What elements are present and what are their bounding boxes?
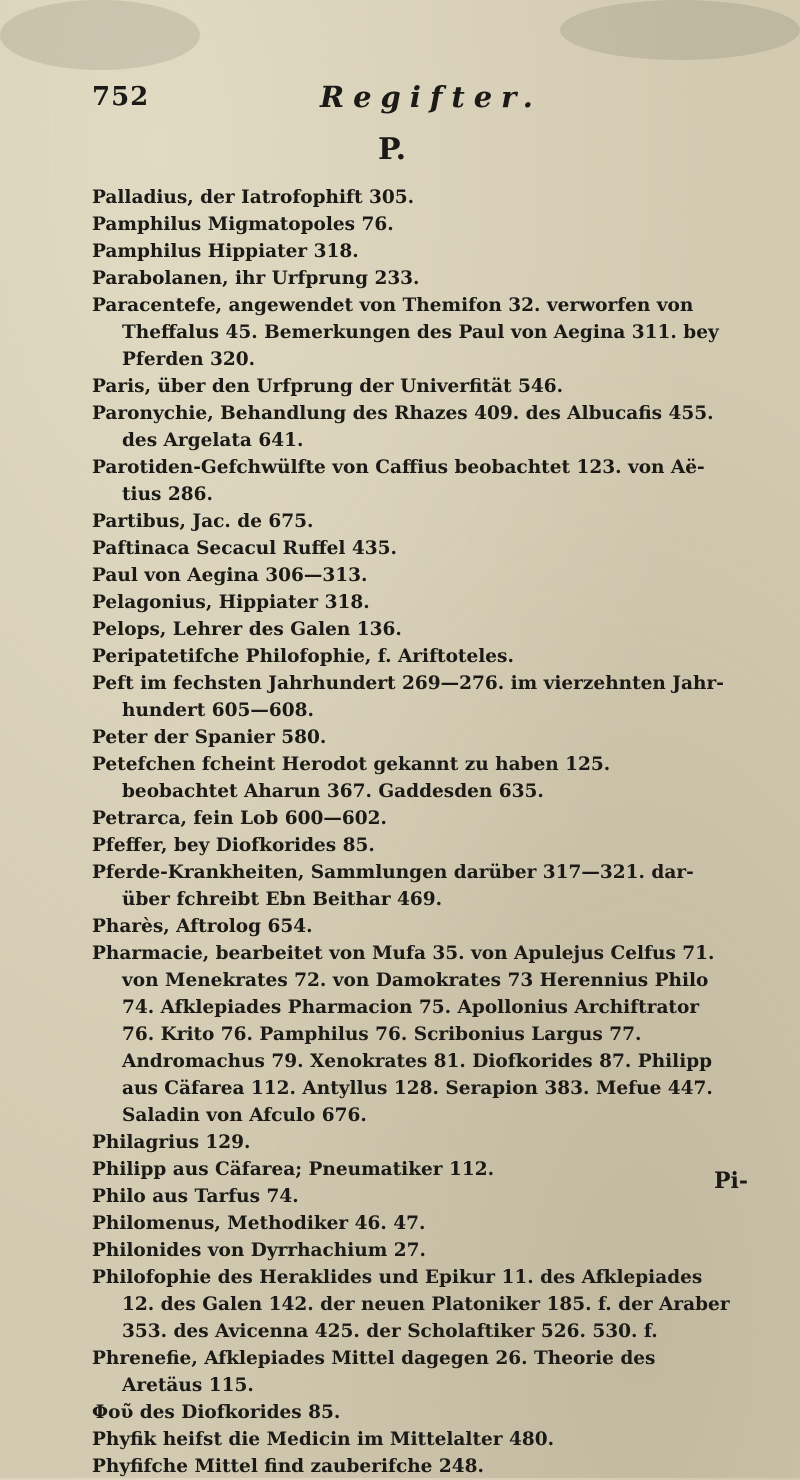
page-stain (0, 0, 200, 70)
catchword: Pi- (714, 1168, 749, 1194)
index-entry: Pamphilus Hippiater 318. (92, 241, 359, 262)
index-entry: Pharès, Aftrolog 654. (92, 916, 313, 937)
index-entry: Peripatetifche Philofophie, f. Ariftoteles. (92, 646, 514, 667)
index-entry: Peter der Spanier 580. (92, 727, 327, 748)
index-entry: Philipp aus Cäfarea; Pneumatiker 112. (92, 1159, 495, 1180)
index-entry: Φοῦ des Diofkorides 85. (92, 1402, 341, 1423)
index-entry: Paronychie, Behandlung des Rhazes 409. des Albucafis 455. des Argelata 641. (92, 403, 714, 451)
page-header (0, 82, 800, 122)
index-entry: Pelagonius, Hippiater 318. (92, 592, 370, 613)
index-entry: Parabolanen, ihr Urfprung 233. (92, 268, 420, 289)
index-entry: Philomenus, Methodiker 46. 47. (92, 1213, 426, 1234)
running-title: Regifter. (320, 80, 542, 114)
index-entry: Pfeffer, bey Diofkorides 85. (92, 835, 375, 856)
page-number: 752 (92, 82, 150, 112)
index-entry: Peft im fechsten Jahrhundert 269—276. im vierzehnten Jahr-hundert 605—608. (92, 673, 724, 721)
index-entry: Partibus, Jac. de 675. (92, 511, 314, 532)
index-entry: Paul von Aegina 306—313. (92, 565, 368, 586)
index-entry: Pharmacie, bearbeitet von Mufa 35. von Apulejus Celfus 71. von Menekrates 72. von Damokrates 73 Herennius Philo 74. Afklepiades Pharmacion 75. Apollonius Archiftrator 76. Krito 76. Pamphilus 76. Scribonius Largus 77. Andromachus 79. Xenokrates 81. Diofkorides 87. Philipp aus Cäfarea 112. Antyllus 128. Serapion 383. Mefue 447. Saladin von Afculo 676. (92, 943, 715, 1126)
section-heading: P. (378, 132, 407, 167)
index-entry: Paftinaca Secacul Ruffel 435. (92, 538, 397, 559)
index-entry: Petefchen fcheint Herodot gekannt zu haben 125. beobachtet Aharun 367. Gaddesden 635. (92, 754, 611, 802)
index-entry: Pelops, Lehrer des Galen 136. (92, 619, 402, 640)
index-entry: Phrenefie, Afklepiades Mittel dagegen 26. Theorie des Aretäus 115. (92, 1348, 656, 1396)
index-entry-list (92, 184, 732, 1480)
index-entry: Petrarca, fein Lob 600—602. (92, 808, 387, 829)
index-entry: Phyfik heifst die Medicin im Mittelalter 480. (92, 1429, 555, 1450)
index-entry: Paris, über den Urfprung der Univerfität 546. (92, 376, 564, 397)
index-entry: Philagrius 129. (92, 1132, 251, 1153)
index-entry: Philofophie des Heraklides und Epikur 11. des Afklepiades 12. des Galen 142. der neuen Platoniker 185. f. der Araber 353. des Avicenna 425. der Scholaftiker 526. 530. f. (92, 1267, 730, 1342)
index-entry: Pferde-Krankheiten, Sammlungen darüber 317—321. dar-über fchreibt Ebn Beithar 469. (92, 862, 694, 910)
index-entry: Parotiden-Gefchwülfte von Caffius beobachtet 123. von Aë-tius 286. (92, 457, 705, 505)
index-entry: Philo aus Tarfus 74. (92, 1186, 299, 1207)
index-entry: Palladius, der Iatrofophift 305. (92, 187, 415, 208)
index-entry: Pamphilus Migmatopoles 76. (92, 214, 394, 235)
index-entry: Paracentefe, angewendet von Themifon 32. verworfen von Theffalus 45. Bemerkungen des Paul von Aegina 311. bey Pferden 320. (92, 295, 719, 370)
index-entry: Philonides von Dyrrhachium 27. (92, 1240, 426, 1261)
index-entry: Phyfifche Mittel find zauberifche 248. (92, 1456, 484, 1477)
page-stain (560, 0, 800, 60)
